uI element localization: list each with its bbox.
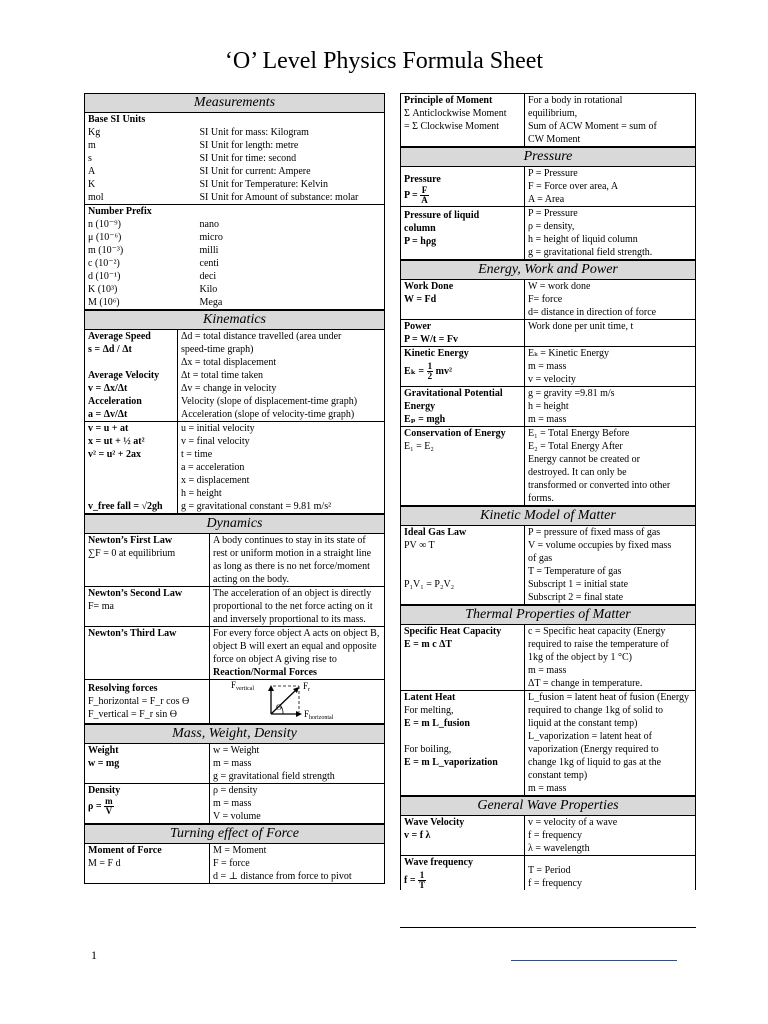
energy-header: Energy, Work and Power — [401, 261, 696, 280]
latent-desc-line: change 1kg of liquid to gas at the — [528, 757, 662, 768]
principle-moment-desc — [525, 94, 696, 147]
weight-desc-line: w = Weight — [213, 745, 260, 756]
si-unit-symbol: A — [88, 166, 96, 177]
dynamics-table — [84, 514, 385, 724]
latent-desc-line: liquid at the constant temp) — [528, 718, 638, 729]
prefix-symbol: K (10³) — [88, 284, 118, 295]
shc-formula: E = m c ΔT — [404, 639, 453, 650]
work-formula: W = Fd — [404, 294, 437, 305]
conservation-desc-line: E₁ = Total Energy Before — [528, 428, 630, 439]
pressure-formula — [404, 186, 521, 205]
mass-weight-table — [84, 724, 385, 824]
liquid-pressure-formula: P = hρg — [404, 236, 437, 247]
kinematics-table — [84, 310, 385, 514]
wave-velocity-desc-line: f = frequency — [528, 830, 582, 841]
page-title: ‘O’ Level Physics Formula Sheet — [224, 48, 544, 74]
freq-fraction — [418, 871, 426, 890]
latent-desc — [525, 691, 696, 796]
wave-velocity-desc-line: v = velocity of a wave — [528, 817, 618, 828]
shc-desc-line: required to raise the temperature of — [528, 639, 669, 650]
footer-link-line — [511, 960, 677, 961]
prefix-name: deci — [199, 271, 217, 282]
prefix-symbol: M (10⁶) — [88, 297, 120, 308]
ke-den: 2 — [427, 371, 433, 381]
thermal-header: Thermal Properties of Matter — [401, 606, 696, 625]
kinematics-desc: x = displacement — [181, 475, 250, 486]
prefix-symbol: μ (10⁻⁶) — [88, 232, 122, 243]
si-unit-desc: SI Unit for Temperature: Kelvin — [199, 179, 329, 190]
second-law-left — [85, 587, 210, 627]
wave-velocity-desc — [525, 816, 696, 856]
latent-desc-line: L_vaporization = latent heat of — [528, 731, 652, 742]
freq-lhs: f = — [404, 874, 416, 886]
conservation-desc-line: Energy cannot be created or — [528, 454, 640, 465]
gpe-desc-line: g = gravity =9.81 m/s — [528, 388, 615, 399]
pressure-header: Pressure — [401, 148, 696, 167]
pressure-desc-line: F = Force over area, A — [528, 181, 619, 192]
waves-header: General Wave Properties — [401, 797, 696, 816]
pressure-fraction — [420, 186, 429, 205]
turning-table — [84, 824, 385, 884]
si-unit-symbol: Kg — [88, 127, 101, 138]
gas-desc-line: Subscript 1 = initial state — [528, 579, 629, 590]
resolving-diagram-cell — [210, 680, 385, 724]
pressure-title: Pressure — [404, 174, 441, 185]
latent-desc-line: L_fusion = latent heat of fusion (Energy — [528, 692, 689, 703]
kinematics-desc: Δd = total distance travelled (area under — [181, 331, 342, 342]
work-desc-line: F= force — [528, 294, 563, 305]
ke-title: Kinetic Energy — [404, 348, 469, 359]
moment-formula: M = F d — [88, 858, 121, 869]
gas-law-desc — [525, 526, 696, 605]
freq-num: 1 — [419, 870, 425, 880]
prefix-name: Mega — [199, 297, 223, 308]
kinematics-equation: x = ut + ½ at² — [88, 436, 145, 447]
conservation-desc-line: E₂ = Total Energy After — [528, 441, 623, 452]
gas-law-title: Ideal Gas Law — [404, 527, 467, 538]
principle-desc-line: Sum of ACW Moment = sum of — [528, 121, 657, 132]
pressure-num: F — [421, 185, 428, 195]
base-si-units-right — [197, 113, 385, 205]
density-desc-line: ρ = density — [213, 785, 258, 796]
liquid-desc-line: ρ = density, — [528, 221, 575, 232]
gpe-title: Energy — [404, 401, 436, 412]
density-desc-line: V = volume — [213, 811, 261, 822]
pressure-desc-line: A = Area — [528, 194, 565, 205]
horizontal-force-label: $F_{horizontal}$ — [304, 709, 334, 721]
conservation-desc-line: transformed or converted into other — [528, 480, 671, 491]
ke-desc — [525, 347, 696, 387]
si-unit-symbol: mol — [88, 192, 104, 203]
si-unit-symbol: m — [88, 140, 96, 151]
ke-left — [401, 347, 525, 387]
latent-desc-line: m = mass — [528, 783, 567, 794]
conservation-desc — [525, 427, 696, 506]
freq-den: T — [419, 880, 426, 890]
pressure-table — [400, 147, 696, 260]
wave-frequency-left — [401, 856, 525, 891]
shc-desc-line: ΔT = change in temperature. — [528, 678, 643, 689]
work-desc-line: d= distance in direction of force — [528, 307, 657, 318]
base-si-units-left — [85, 113, 197, 205]
latent-boiling-formula: E = m L_vaporization — [404, 757, 498, 768]
shc-desc-line: c = Specific heat capacity (Energy — [528, 626, 666, 637]
gas-desc-line: T = Temperature of gas — [528, 566, 622, 577]
density-desc-line: m = mass — [213, 798, 252, 809]
third-law-desc: For every force object A acts on object B, object B will exert an equal and opposite force on object A giving rise to — [213, 628, 380, 665]
second-law-title: Newton’s Second Law — [88, 588, 183, 599]
liquid-pressure-title: column — [404, 223, 436, 234]
gpe-desc — [525, 387, 696, 427]
density-title: Density — [88, 785, 121, 796]
first-law-desc: A body continues to stay in its state of rest or uniform motion in a straight line as long as there is no net force/moment acting on the body. — [210, 534, 385, 587]
weight-formula: w = mg — [88, 758, 120, 769]
wave-frequency-formula — [404, 871, 521, 890]
liquid-pressure-desc — [525, 207, 696, 260]
first-law-title: Newton’s First Law — [88, 535, 173, 546]
kinematics-desc: Acceleration (slope of velocity-time graph) — [181, 409, 355, 420]
measurements-table — [84, 93, 385, 310]
density-fraction — [104, 797, 114, 816]
prefix-symbol: m (10⁻³) — [88, 245, 124, 256]
gas-law-formula: PV ∞ T — [404, 540, 435, 551]
latent-title: Latent Heat — [404, 692, 456, 703]
kinematics-equation: v = u + at — [88, 423, 129, 434]
conservation-desc-line: destroyed. It can only be — [528, 467, 627, 478]
power-title: Power — [404, 321, 432, 332]
pressure-desc-line: P = Pressure — [528, 168, 578, 179]
principle-moment-title: Principle of Moment — [404, 95, 493, 106]
gas-law-formula2: P₁V₁ = P₂V₂ — [404, 579, 455, 590]
latent-boiling: For boiling, — [404, 744, 452, 755]
latent-melting-formula: E = m L_fusion — [404, 718, 470, 729]
gpe-title: Gravitational Potential — [404, 388, 503, 399]
wave-frequency-desc-line: T = Period — [528, 865, 571, 876]
wave-frequency-title: Wave frequency — [404, 857, 473, 868]
wave-velocity-title: Wave Velocity — [404, 817, 465, 828]
latent-melting: For melting, — [404, 705, 454, 716]
number-prefix-title: Number Prefix — [88, 206, 152, 217]
principle-moment-left — [401, 94, 525, 147]
kinematics-block2-left — [85, 422, 178, 514]
si-unit-desc: SI Unit for Amount of substance: molar — [199, 192, 359, 203]
si-unit-desc: SI Unit for length: metre — [199, 140, 299, 151]
ke-num: 1 — [427, 361, 433, 371]
third-law-title: Newton’s Third Law — [88, 628, 177, 639]
si-unit-desc: SI Unit for mass: Kilogram — [199, 127, 309, 138]
kinematics-desc: u = initial velocity — [181, 423, 255, 434]
kinetic-model-header: Kinetic Model of Matter — [401, 507, 696, 526]
ke-fraction — [427, 362, 434, 381]
power-formula: P = W/t = Fv — [404, 334, 458, 345]
shc-left — [401, 625, 525, 691]
moment-title: Moment of Force — [88, 845, 162, 856]
si-unit-desc: SI Unit for time: second — [199, 153, 297, 164]
weight-left — [85, 744, 210, 784]
weight-desc — [210, 744, 385, 784]
gpe-desc-line: m = mass — [528, 414, 567, 425]
wave-velocity-formula: v = f λ — [404, 830, 431, 841]
work-title: Work Done — [404, 281, 454, 292]
resolving-forces-left — [85, 680, 210, 724]
work-desc — [525, 280, 696, 320]
ke-desc-line: v = velocity — [528, 374, 576, 385]
kinematics-desc: speed-time graph) — [181, 344, 254, 355]
angle-label: ϴ — [276, 703, 282, 712]
liquid-desc-line: h = height of liquid column — [528, 234, 638, 245]
weight-desc-line: g = gravitational field strength — [213, 771, 335, 782]
latent-desc-line: vaporization (Energy required to — [528, 744, 659, 755]
first-law-left — [85, 534, 210, 587]
conservation-title: Conservation of Energy — [404, 428, 506, 439]
shc-title: Specific Heat Capacity — [404, 626, 502, 637]
prefix-symbol: d (10⁻¹) — [88, 271, 121, 282]
density-desc — [210, 784, 385, 824]
liquid-pressure-title: Pressure of liquid — [404, 210, 480, 221]
number-prefix-right — [197, 205, 385, 310]
latent-desc-line: required to change 1kg of solid to — [528, 705, 663, 716]
kinematics-equation: v² = u² + 2ax — [88, 449, 141, 460]
wave-velocity-desc-line: λ = wavelength — [528, 843, 590, 854]
kinetic-model-table — [400, 506, 696, 605]
ke-lhs: Eₖ = — [404, 365, 425, 377]
principle-desc-line: For a body in rotational — [528, 95, 623, 106]
shc-desc — [525, 625, 696, 691]
prefix-symbol: c (10⁻²) — [88, 258, 120, 269]
liquid-pressure-left — [401, 207, 525, 260]
work-desc-line: W = work done — [528, 281, 591, 292]
latent-left — [401, 691, 525, 796]
shc-desc-line: m = mass — [528, 665, 567, 676]
resultant-force-label: $F_r$ — [303, 681, 311, 693]
moment-desc-line: F = force — [213, 858, 250, 869]
wave-frequency-desc-line: f = frequency — [528, 878, 582, 889]
density-lhs: ρ = — [88, 800, 102, 812]
vertical-force-label: $F_{vertical}$ — [231, 680, 255, 692]
measurements-header: Measurements — [85, 94, 385, 113]
kinematics-term: Average Velocity — [88, 370, 160, 381]
conservation-left — [401, 427, 525, 506]
kinematics-desc: v = final velocity — [181, 436, 250, 447]
density-left — [85, 784, 210, 824]
third-law-desc-cell — [210, 627, 385, 680]
first-law-formula: ∑F = 0 at equilibrium — [88, 548, 176, 559]
kinematics-desc: Δv = change in velocity — [181, 383, 277, 394]
left-column — [84, 93, 385, 884]
moment-desc-line: M = Moment — [213, 845, 267, 856]
weight-desc-line: m = mass — [213, 758, 252, 769]
kinematics-desc: Δt = total time taken — [181, 370, 264, 381]
si-unit-symbol: s — [88, 153, 92, 164]
prefix-name: Kilo — [199, 284, 218, 295]
principle-desc-line: CW Moment — [528, 134, 581, 145]
third-law-left — [85, 627, 210, 680]
density-formula — [88, 797, 206, 816]
pressure-desc — [525, 167, 696, 207]
resolving-horizontal: F_horizontal = F_r cos ϴ — [88, 696, 190, 707]
dynamics-header: Dynamics — [85, 515, 385, 534]
moment-desc — [210, 844, 385, 884]
gpe-formula: Eₚ = mgh — [404, 414, 446, 425]
ke-desc-line: Eₖ = Kinetic Energy — [528, 348, 610, 359]
moment-desc-line: d = ⊥ distance from force to pivot — [213, 871, 352, 882]
mass-weight-header: Mass, Weight, Density — [85, 725, 385, 744]
right-column — [400, 93, 696, 890]
page-number: 1 — [91, 948, 97, 962]
kinematics-desc: Δx = total displacement — [181, 357, 277, 368]
prefix-symbol: n (10⁻⁹) — [88, 219, 121, 230]
kinematics-desc: t = time — [181, 449, 213, 460]
prefix-name: micro — [199, 232, 223, 243]
energy-table — [400, 260, 696, 506]
pressure-den: A — [421, 195, 428, 205]
shc-desc-line: 1kg of the object by 1 °C) — [528, 652, 632, 663]
base-si-units-title: Base SI Units — [88, 114, 146, 125]
power-desc-line: Work done per unit time, t — [528, 321, 634, 332]
prefix-name: nano — [199, 219, 219, 230]
gas-desc-line: Subscript 2 = final state — [528, 592, 624, 603]
pressure-left — [401, 167, 525, 207]
principle-desc-line: equilibrium, — [528, 108, 578, 119]
kinematics-desc: a = acceleration — [181, 462, 245, 473]
kinematics-block2-right — [178, 422, 385, 514]
kinematics-desc: Velocity (slope of displacement-time graph) — [181, 396, 358, 407]
reaction-forces-label: Reaction/Normal Forces — [213, 667, 317, 678]
gas-desc-line: P = pressure of fixed mass of gas — [528, 527, 661, 538]
force-vector-diagram — [213, 680, 334, 721]
turning-header: Turning effect of Force — [85, 825, 385, 844]
resolving-vertical: F_vertical = F_r sin ϴ — [88, 709, 177, 720]
wave-velocity-left — [401, 816, 525, 856]
second-law-formula: F= ma — [88, 601, 114, 612]
wave-frequency-desc — [525, 856, 696, 891]
kinematics-term: Acceleration — [88, 396, 142, 407]
kinematics-formula: a = Δv/Δt — [88, 409, 128, 420]
waves-table — [400, 796, 696, 890]
gas-desc-line: of gas — [528, 553, 553, 564]
gpe-left — [401, 387, 525, 427]
work-left — [401, 280, 525, 320]
principle-moment-table — [400, 93, 696, 147]
ke-rhs: mv² — [435, 365, 452, 377]
weight-title: Weight — [88, 745, 119, 756]
kinematics-desc: g = gravitational constant = 9.81 m/s² — [181, 501, 332, 512]
power-left — [401, 320, 525, 347]
liquid-desc-line: P = Pressure — [528, 208, 578, 219]
kinematics-formula: v = Δx/Δt — [88, 383, 128, 394]
ke-desc-line: m = mass — [528, 361, 567, 372]
resolving-forces-title: Resolving forces — [88, 683, 158, 694]
gas-desc-line: V = volume occupies by fixed mass — [528, 540, 672, 551]
kinematics-block1-right — [178, 330, 385, 422]
liquid-desc-line: g = gravitational field strength. — [528, 247, 653, 258]
free-fall-equation: v_free fall = √2gh — [88, 501, 163, 512]
kinematics-term: Average Speed — [88, 331, 151, 342]
prefix-name: milli — [199, 245, 219, 256]
si-unit-desc: SI Unit for current: Ampere — [199, 166, 311, 177]
conservation-formula: E₁ = E₂ — [404, 441, 434, 452]
moment-left — [85, 844, 210, 884]
ke-formula — [404, 362, 521, 381]
density-den: V — [105, 806, 113, 816]
thermal-table — [400, 605, 696, 796]
gpe-desc-line: h = height — [528, 401, 569, 412]
si-unit-symbol: K — [88, 179, 96, 190]
kinematics-header: Kinematics — [85, 311, 385, 330]
right-column-bottom-rule — [400, 927, 696, 928]
power-desc — [525, 320, 696, 347]
density-num: m — [105, 796, 113, 806]
gas-law-left — [401, 526, 525, 605]
kinematics-block1-left — [85, 330, 178, 422]
principle-moment-formula: = Σ Clockwise Moment — [404, 121, 500, 132]
number-prefix-left — [85, 205, 197, 310]
second-law-desc: The acceleration of an object is directly proportional to the net force acting on it and inversely proportional to its mass. — [210, 587, 385, 627]
prefix-name: centi — [199, 258, 219, 269]
pressure-lhs: P = — [404, 189, 418, 201]
conservation-desc-line: forms. — [528, 493, 554, 504]
principle-moment-formula: Σ Anticlockwise Moment — [404, 108, 507, 119]
kinematics-desc: h = height — [181, 488, 222, 499]
latent-desc-line: constant temp) — [528, 770, 588, 781]
kinematics-formula: s = Δd / Δt — [88, 344, 132, 355]
